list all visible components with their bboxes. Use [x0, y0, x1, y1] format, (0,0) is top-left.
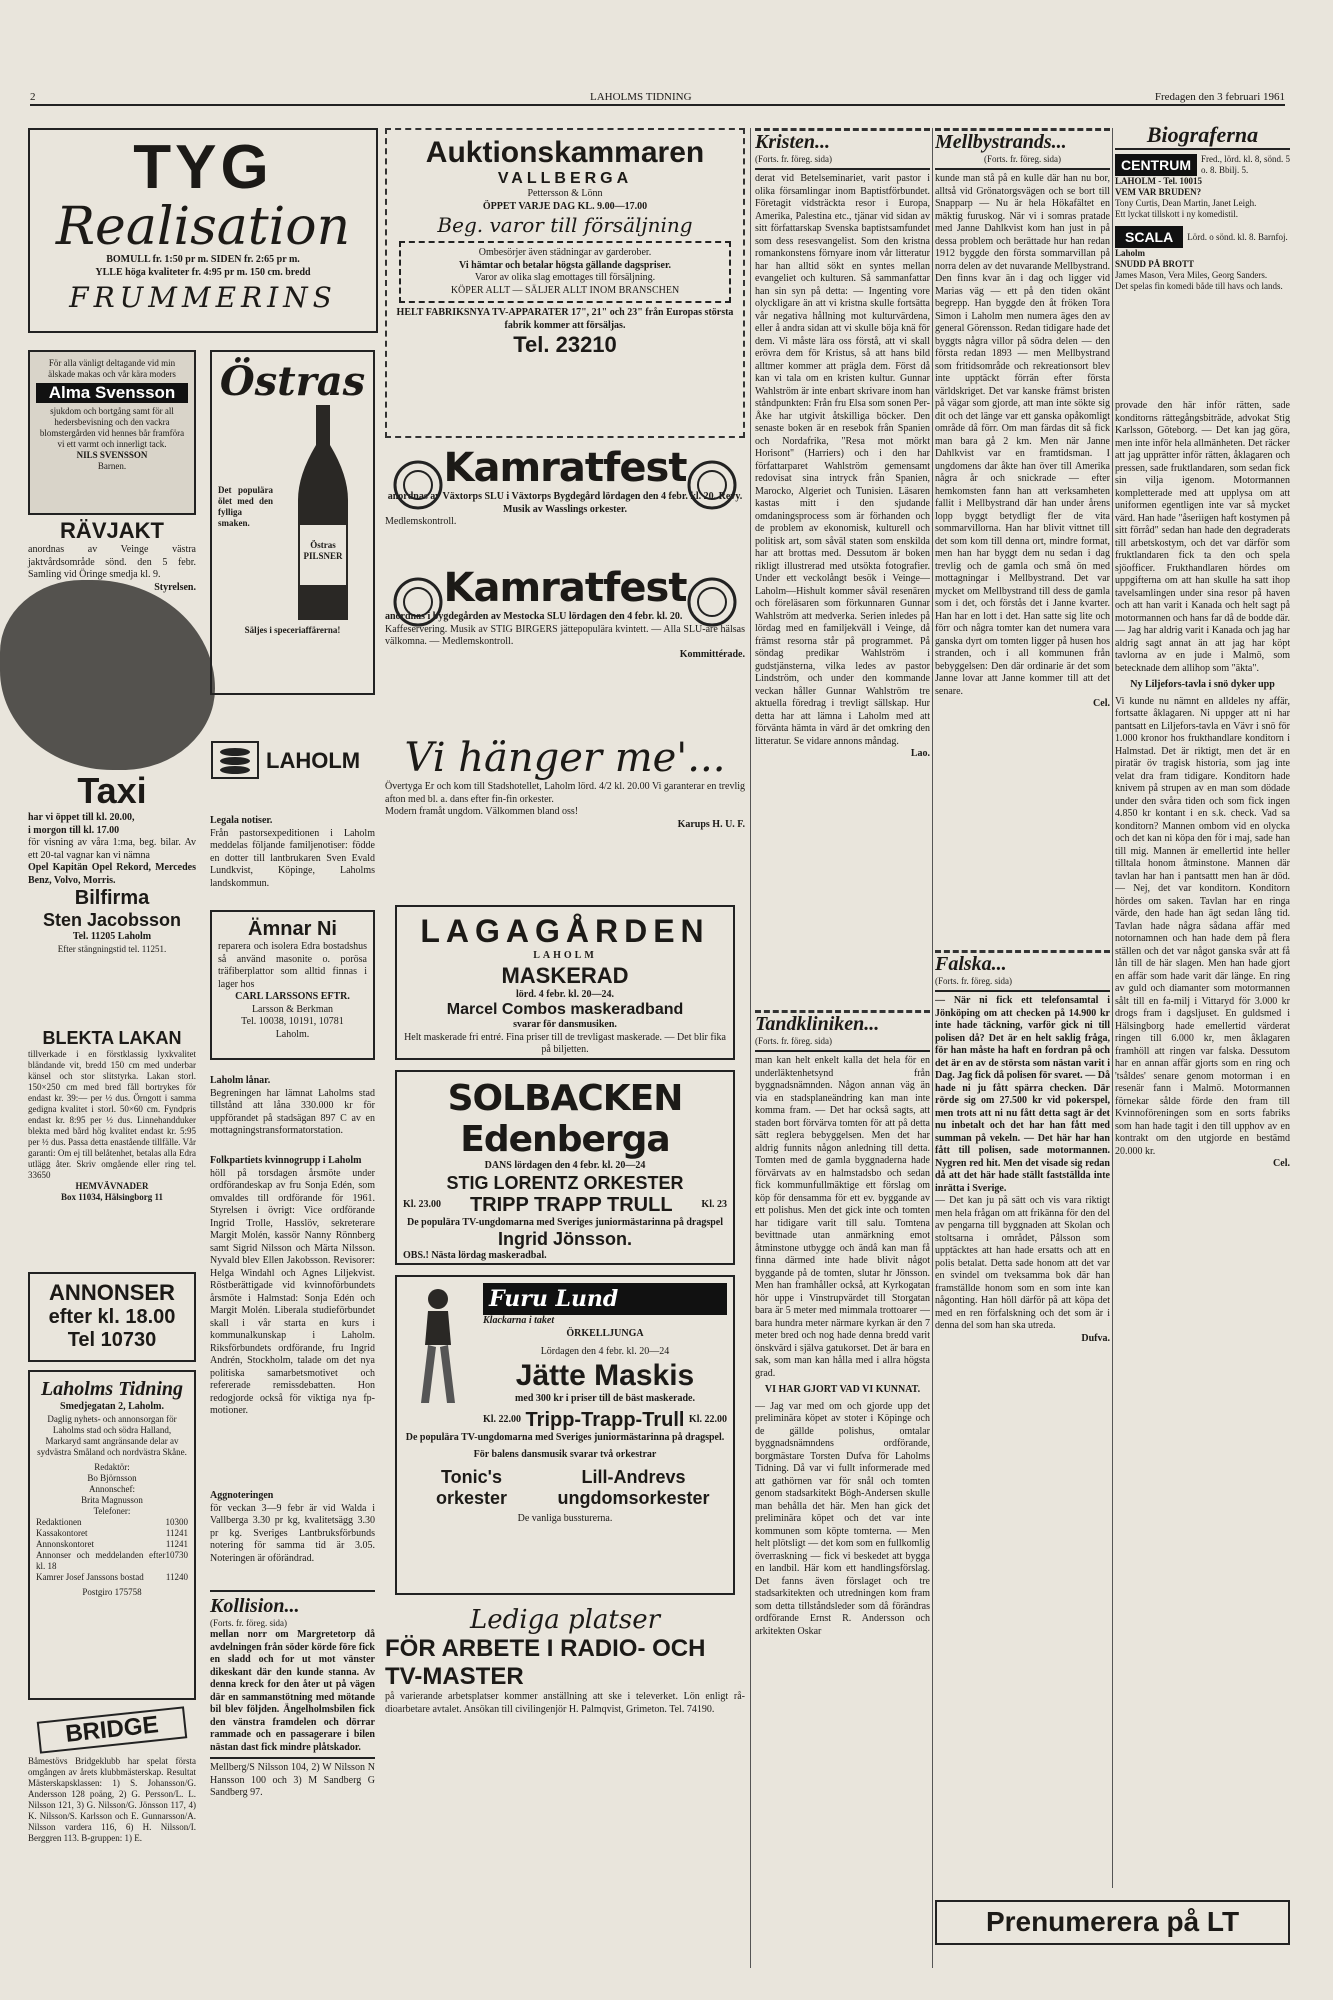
issue-date: Fredagen den 3 februari 1961 [1154, 91, 1285, 103]
ostras-logo: Östras [219, 358, 366, 405]
hat-subhead: Ny Liljefors-tavla i snö dyker upp [1130, 679, 1275, 690]
taxi-title: Taxi [77, 770, 147, 811]
centrum-city: LAHOLM - Tel. 10015 [1115, 176, 1203, 186]
hat-body: provade den här inför rätten, sade konditorns rättegångsbiträde, advokat Stig Karlsson, Göteborg. — Det kan jag göra, men inte inför hela allmänheten. Det räcker att jag upprätter inför rätten, åklagaren och pressen, sade fruktlandaren, som sedan fick sin vilja igenom. Motormannen kompletterade med att upplysa om att uniformen egentligen inte var så mycket värd. Han hade "åseriigen haft kostymen på sitt förråd" sedan han hade den degraderats till arbetskostym, och det var därför som fruktlandaren fick ta den och spela sjöofficer. Frukthandlaren hördes om uppgifterna om att han skulle ha satt ihop tavelsamlingen under sina resor på haven och att han varit i Kanada och helt sagt på motormannen och hans far då de bodde där. — Jag har aldrig varit i Kanada och jag har aldrig sagt annat än att jag har köpt tavlorna av en jude i Malmö, som betecknade dem allihop som "äkta". [1115, 400, 1290, 674]
taxi-hours-2: i morgon till kl. 17.00 [28, 824, 120, 836]
centrum-label: CENTRUM [1115, 154, 1197, 176]
film-1-cast: Tony Curtis, Dean Martin, Janet Leigh. [1115, 198, 1257, 208]
agg-title: Aggnoteringen [210, 1490, 274, 1501]
amnar-firm: CARL LARSSONS EFTR. [235, 991, 350, 1002]
tyg-prices-1: BOMULL fr. 1:50 pr m. SIDEN fr. 2:65 pr m. [106, 254, 300, 265]
page-number: 2 [30, 91, 36, 103]
auktion-line-1: Ombesörjer även städningar av garderober. [478, 247, 652, 258]
laholm-notices [210, 815, 375, 905]
laholm-header [210, 740, 375, 800]
lt-telephone-label: Annonskontoret [36, 1538, 94, 1549]
film-2-title: SNUDD PÅ BROTT [1115, 259, 1195, 269]
taxi-foot: Efter stängningstid tel. 11251. [57, 943, 167, 954]
hanger-body: Övertyga Er och kom till Stadshotellet, Laholm lörd. 4/2 kl. 20.00 Vi garanterar en trevlig afton med bl. a. dans efter fin-fin orkester. [385, 781, 745, 805]
scala-label: SCALA [1115, 226, 1183, 248]
bio-title: Biograferna [1146, 122, 1259, 147]
prenumerera-text: Prenumerera på LT [985, 1906, 1240, 1937]
laga-body: Helt maskerade fri entré. Fina priser till de trevligast maskerade. — Det blir fika på biljetten. [404, 1031, 726, 1055]
kamratfest-1-ad [385, 445, 745, 580]
laholm-body: Från pastorsexpeditionen i Laholm meddelas följande familjenotiser: födde en dotter till lantbrukaren Sven Evald Lundkvist, Köpinge, Laholms landskommun. [210, 827, 375, 889]
ostras-label: Östras PILSNER [303, 540, 343, 561]
solbacken-dans: DANS lördagen den 4 febr. kl. 20—24 [484, 1160, 646, 1171]
lt-telephone-row [36, 1550, 188, 1572]
falska-sign: Dufva. [1081, 1332, 1110, 1344]
slu-emblem-icon [687, 460, 737, 510]
hat-body2: Vi kunde nu nämnt en alldeles ny affär, fortsatte åklagaren. Ni uppger att ni har pantsatt en Liljefors-tavla en Vävr i snö för 1.000 kronor hos frukthandlare konditorn i Halmstad. Det är riktigt, men det är en piratär öv tragisk historia, som jag inte velat dra fram tidigare. Konditorn hade knivem på strupen av en man som dödade under den svåra tiden och som fick ingen 4.850 kr kontant i en s.k. check. Vad sa konditorn? Mannen ombom vid en olycka och det kan ni köpa den för i maj, sade han till mig. Mannen är emellertid inte heller tilltala honom åtminstone. Mannen där tavlan har han i pantsattt men han är död. — Nej, det var konditorn. Konditorn hördes om saken. Tavlan har en ringa värde, den hade han ägt sedan lång tid. Tavlan hade några sådana affär med notornamnen och han hade dem på flera ställen och det var något ganska svår att få lån till de här slagen. Men han hade gjort en affär som hade varit där länge. En ring av guld och diamanter som motormannen sålt till en fa-milj i Vittaryd för 3.000 kr drogs fram i dagsljuset. En guldsmed i Hälsingborg hade emellertid värderat ringen till 6.000 kr, men åklagaren framhöll att ringen var falska. Dessutom har en annan affär gjorts som en ring och 'tsåldes' senare genom motorman i en resenär fann i Malmö. Motormannen förnekar sålde förde den fram till Kvinnoföreningen som en sorts fabriks som han hade tagit i den till upphov av en kontrakt om den utgjorde en bestämd 20.000 kr. [1115, 695, 1290, 1157]
beer-bottle-icon [278, 405, 368, 625]
tand-body: man kan helt enkelt kalla det hela för en underläktenhetsynd från byggnadsnämnden. Någon annan väg än via en stadsplaneändring kan man inte komma fram. — Det har också sagts, att staden bort förvärva tomten för att på detta sätt reglera bebyggelsen. Men det har aldrig funnits någon anledning till detta. Tomten med de gamla byggnaderna hade förvärvats av en halmstadsbo och sedan fick kommunfullmäktige ett förslag om köp för densamma för ett ev. byggande av ett polishus. Men det gick inte och tomten har tidigare varit till salu. Tomtena bevittnade utan anmärkning emot åtminstone utbygge och ändå kan man få finna därmed inte hade blivit något byggande på de tomten, slutar hr Jönsson. Men han framhåller också, att Kyrkogatan hör uppe i Vinstrupvärdet till Storgatan bara är 5 meter med mimmala trottoarer — bara hundra meter närmare kyrkan är den 7 meter bred och nog hade denna bredd varit önskvärd i själva gatukorset. Det är bara en sak, som man kan hålla med i allra högsta grad. [755, 1055, 930, 1379]
ravjakt-body: anordnas av Veinge västra jaktvårdsområde sönd. den 5 febr. Samling vid Öringe smedja kl. 9. [28, 544, 196, 580]
amnar-title: Ämnar Ni [248, 918, 337, 940]
amnar-body: reparera och isolera Edra bostadshus så använd masonite o. porösa träfiberplattor som alltid finnas i lager hos [218, 941, 367, 990]
agg-body: för veckan 3—9 febr är vid Walda i Vallberga 3.30 pr kg, kvalitetsägg 3.30 pr kg. Sveriges Lantbruksförbunds notering för samma tid är 3.05. Noteringen är oförändrad. [210, 1502, 375, 1564]
ravjakt-sign: Styrelsen. [154, 581, 196, 593]
lt-tel-label: Telefoner: [93, 1505, 131, 1516]
kamratfest-2-ad [385, 565, 745, 720]
film-2-note: Det spelas fin komedi både till havs och lands. [1115, 281, 1283, 291]
blekta-addr: Box 11034, Hälsingborg 11 [60, 1192, 164, 1202]
annonser-title: ANNONSER [49, 1280, 175, 1305]
auktion-title: Auktionskammaren [425, 136, 705, 169]
auktion-place: VALLBERGA [497, 170, 633, 187]
tand-body2: — Jag var med om och gjorde upp det preliminära köpet av stoter i Köpinge och de gällde polishus, omtalar byggnadsnämndens ordförande, borgmästare Torsten Dufva för Laholms Tidning. Då var vi fullt informerade med att gathörnen var för snål och tomten genom stadsarkitekt Bögh-Andersen skulle man behålla det här. Men han gick det preliminära köpet och det var inte kommunen som köpte tomterna. — Men helt plötsligt — det kom som en fullkomlig överraskning — fick vi beskedet att bygga en landbil. Här kom ett handlingsförslag. Det fanns även förslaget och tre stadsarkitekten och utredningen kom fram som detta tillståndsleder som då förändras ordförande Ernst R. Andersson och arkitekten Oskar [755, 1400, 930, 1637]
alma-name: Alma Svensson [36, 383, 188, 403]
laholm-sub: Legala notiser. [210, 815, 273, 826]
realisation-heading: Realisation [55, 197, 351, 257]
lt-red-name: Bo Björnsson [87, 1472, 137, 1483]
kvinno-body: höll på torsdagen årsmöte under ordförandeskap av fru Sonja Edén, som omvaldes till ordförande för 1961. Styrelsen i övrigt: Vice ordförande Ingrid Trolle, Hasslöv, sekreterare Margit Molén, kassör Nanny Rönnberg samt Sigrid Nilsson och Märta Nilsson. Nyvald blev Ellen Jakobsson. Revisorer: Helga Windahl och Agnes Liljekvist. Röstberättigade vid kvinnoförbundets årsmöte i Halmstad: Sonja Edén och Margit Molén. Liberala studieförbundet skall i vår starta en kurs i kommunalkunskap i Laholm. Riksförbundets ordförande, fru Ingrid Andrén, Stockholm, talade om det nya politiska samarbetsmotivet och refererade remissdebatten. Hon redogjorde också för viktiga nya fp-motioner. [210, 1167, 375, 1416]
mell-sub: (Forts. fr. föreg. sida) [984, 154, 1061, 164]
lediga-platser-ad [385, 1605, 745, 1780]
laga-date: lörd. 4 febr. kl. 20—24. [516, 988, 614, 1000]
laga-title: LAGAGÅRDEN [420, 913, 710, 949]
lediga-job: FÖR ARBETE I RADIO- OCH TV-MASTER [385, 1635, 706, 1690]
lt-ann-label: Annonschef: [89, 1483, 135, 1494]
kollision-foot: Mellberg/S Nilsson 104, 2) W Nilsson N Hansson 100 och 3) M Sandberg G Sandberg 97. [210, 1762, 375, 1798]
column-rule [932, 128, 933, 1968]
furulund-desc: De populära TV-ungdomarna med Sveriges juniormästarinna på dragspel. [405, 1432, 725, 1443]
kristen-article [755, 128, 930, 1008]
auktion-tel: Tel. 23210 [513, 332, 617, 357]
lt-giro: Postgiro 175758 [82, 1586, 142, 1597]
taxi-hours-1: har vi öppet till kl. 20.00, [28, 812, 135, 823]
furulund-title: Jätte Maskis [515, 1358, 695, 1392]
tyg-ad [28, 128, 378, 333]
furulund-tag: Klackarna i taket [483, 1315, 555, 1326]
kamratfest-1-foot: Medlemskontroll. [385, 516, 457, 527]
dancer-figure-icon [403, 1285, 473, 1405]
furulund-time-2: Kl. 22.00 [688, 1414, 727, 1426]
tyg-logo: TYG [133, 133, 273, 202]
alma-body: sjukdom och bortgång samt för all hedersbevisning och den vackra blomstergården vid hennes bår framföra vi ett varmt och innerligt tack. [39, 406, 185, 449]
vi-hanger-me-ad [385, 735, 745, 895]
lt-telephone-row [36, 1572, 188, 1583]
alma-signer: NILS SVENSSON [76, 450, 148, 460]
taxi-intro: för visning av våra 1:ma, beg. bilar. Av ett 20-tal vagnar kan vi nämna [28, 837, 196, 861]
auktion-line-4: KÖPER ALLT — SÄLJER ALLT INOM BRANSCHEN [450, 284, 680, 296]
mell-title: Mellbystrands... [935, 131, 1067, 153]
mell-sign: Cel. [1093, 698, 1110, 709]
centrum-times: Fred., lörd. kl. 8, sönd. 5 o. 8. Bbilj. 5. [1201, 154, 1290, 175]
bridge-title: BRIDGE [37, 1706, 188, 1753]
lediga-title: Lediga platser [469, 1605, 661, 1635]
blekta-firm: HEMVÄVNADER [75, 1181, 149, 1191]
furulund-brand: Furu Lund [483, 1283, 727, 1315]
auktion-hours: ÖPPET VARJE DAG KL. 9.00—17.00 [482, 200, 648, 212]
kamratfest-1-title: Kamratfest [443, 445, 687, 491]
alma-svensson-notice [28, 350, 196, 515]
lt-masthead-box [28, 1370, 196, 1700]
column-rule [1112, 128, 1113, 1888]
ostras-ad [210, 350, 375, 695]
lt-telephone-label: Annonser och meddelanden efter kl. 18 [36, 1549, 166, 1571]
falska-article [935, 950, 1110, 1730]
tand-title: Tandkliniken... [755, 1013, 880, 1035]
slu-emblem-icon [393, 577, 443, 627]
hat-sign: Cel. [1273, 1158, 1290, 1169]
lt-telephone-label: Kamrer Josef Janssons bostad [36, 1571, 144, 1582]
column-rule [750, 128, 751, 1968]
kollision-sub: (Forts. fr. föreg. sida) [210, 1618, 287, 1628]
lt-telephone-number: 10300 [165, 1516, 188, 1527]
ostras-foot: Säljes i speceriaffärerna! [244, 625, 341, 635]
kamratfest-2-sign: Kommittérade. [679, 648, 745, 660]
falska-body2: — Det kan ju på sätt och vis vara riktigt men hela frågan om att frikänna för den del av pengarna till byggnaden att Skolan och stoltsarna i området, Pålsson som upptäcktes att han hade ersatts och att en polis betalat. Detta sade honom att det var en svindel om tveksamma bok där han framställde honom som en som inte kan någonting. Han höll därför på att köpa det med en ren förfalskning och det som är i denna del som han ska utreda. [935, 1195, 1110, 1331]
furulund-foot: De vanliga bussturerna. [517, 1513, 613, 1524]
lt-telephone-list [36, 1517, 188, 1583]
divider [935, 168, 1110, 170]
divider [210, 1590, 375, 1592]
amnar-place: Laholm. [275, 1028, 310, 1040]
lt-telephone-number: 11240 [165, 1571, 188, 1582]
kollision-body: mellan norr om Margretetorp då avdelningen från söder körde före fick en sladd och for ut mot vänster dikeskant där den kunde stanna. Av denna kreck for den åter ut på vägen där en sammanstötning med mötande bil blev följden. Ängelholmsbilen fick den vänstra framdelen och dörrar rammade och en passagerare i bilen nästan dast fick mindre plåtskador. [210, 1629, 375, 1753]
kamratfest-2-body: anordnas i bygdegården av Mestocka SLU lördagen den 4 febr. kl. 20. [385, 611, 683, 622]
auktion-owner: Pettersson & Lönn [527, 188, 603, 199]
lt-telephone-row [36, 1517, 188, 1528]
lt-telephone-row [36, 1528, 188, 1539]
lt-desc: Daglig nyhets- och annonsorgan för Laholms stad och södra Halland, Markaryd samt angränsande delar av sydvästra Småland och nordvästra Skåne. [37, 1413, 187, 1457]
divider [1115, 148, 1290, 150]
falska-title: Falska... [935, 953, 1007, 975]
hanger-body2: Modern framåt ungdom. Välkommen bland oss! [385, 806, 579, 817]
blekta-title: BLEKTA LAKAN [42, 1028, 182, 1048]
furulund-sub: med 300 kr i priser till de bäst maskerade. [515, 1392, 695, 1404]
divider [210, 1757, 375, 1759]
kamratfest-2-title: Kamratfest [443, 565, 687, 611]
bridge-body: Båmestövs Bridgeklubb har spelat första omgången av årets klubbmästerskap. Resultat Mästerskapsklassen: 1) S. Johansson/G. Andersson 128 poäng, 2) G. Persson/L. L. Nilsson 121, 3) G. Nilsson/G. Jönsson 117, 4) K. Nilsson/S. Karlsson och E. Gunnarsson/A. Nilsson vardera 116, 6) H. Nilsson/I. Berggren 113. B-gruppen: 1) E. [28, 1756, 196, 1843]
lt-addr: Smedjegatan 2, Laholm. [60, 1401, 164, 1412]
prenumerera-banner [935, 1900, 1290, 1945]
hanger-sign: Karups H. U. F. [677, 818, 745, 830]
slu-emblem-icon [393, 460, 443, 510]
scala-times: Lörd. o sönd. kl. 8. Barnfoj. [1187, 231, 1288, 242]
laga-band: Marcel Combos maskeradband [446, 1001, 684, 1018]
lt-title: Laholms Tidning [40, 1378, 184, 1400]
taxi-bilfirma-ad [28, 770, 196, 1015]
furulund-ad [395, 1275, 735, 1595]
solbacken-title: SOLBACKEN Edenberga [447, 1078, 683, 1160]
kamratfest-1-body: anordnas av Växtorps SLU i Växtorps Bygdegård lördagen den 4 febr. kl. 20. Revy. Musik av Wasslings orkester. [387, 491, 743, 515]
falska-body: — När ni fick ett telefonsamtal i Jönköping om att checken på 14.900 kr inte hade täckning, varför gick ni till polisen då? Det är en helt saklig fråga, för han måste ha haft en fordran på och det är en av de största som nästan varit i Dag. Jag fick då polisen för svaret. — Då hade ni ju fått spärra checken. Där rörde sig om 27.500 kr vid pokerspel, men trots att ni nu fått detta sagt är det nu inbetalt och det har han fått med summan på vekeln. — Det här har han fått till polisen, sade motormannen. Nygren red hit. Men det visade sig redan då att det här hade ställt fastställda inte inrätta i Sverige. [935, 995, 1110, 1194]
tand-subhead: VI HAR GJORT VAD VI KUNNAT. [764, 1384, 921, 1395]
amnar-ni-ad [210, 910, 375, 1060]
furulund-date: Lördagen den 4 febr. kl. 20—24 [540, 1346, 670, 1357]
bilfirma-label: Bilfirma [74, 887, 150, 909]
laga-svarar: svarar för dansmusiken. [513, 1019, 617, 1030]
tand-sub: (Forts. fr. föreg. sida) [755, 1036, 832, 1046]
divider [935, 990, 1110, 992]
mell-body: kunde man stå på en kulle där han nu bor, alltså vid Grönatorgsvägen och se bort till Snapparp — Nu är hela Hökafältet en mäktig furuskog. När vi i somras pratade med Janne Dahlkvist kom han just in på dessa problem och berättade hur han redan 1912 byggde den första sommarvillan på norra delen av det nuvarande Mellbystrand. Den finns kvar än i dag och ligger vid Marias väg — ett på den tiden okänt begrepp. Han byggde den åt fröken Tora Simon i Laholm men numera äges den av general Görensson. Redan tidigare hade det byggts några villor på södra delen — den första redan 1893 — men Mellbystrand som fritidsområde och rekreationsort blev inte upptäckt förrän efter första världskriget. Det var kanske främst bristen på vägar som gjorde, att man inte sökte sig dit och det länge var ett ganska opåkomligt område då förr. Om man färdas dit så fick man bara gå 2 km. Men när Janne Dahlkvist var en framtidsman. I ungdomens dar åkte han över till Amerika några år och snickrade — efter hemkomsten fann han att verksamheten fallit i Mellbystrand där han under årens lopp byggt betydligt fler de vita sommarvillorna. Han har blivit vittnet till det som kom till denna ort, mindre format, men han har byggt dem nu sedan i dag trevlig och de gamla och små ön med mottagningar i Mellbystrand. Det var mycket om Mellbystrand till dess de gamla som i det, och förstås det i Janne kvarter. Han har en lott i det. Han satte sig lite och förr och några tomter kan det numera vara ganska dyrt om tomten ligger på husen hos stranden, och i all kommunen från bebyggelsen: Den där ordinarie är det som Janne lovar att Janne kommer till att det senare. [935, 173, 1110, 697]
lan-title: Laholm lånar. [210, 1075, 271, 1086]
solbacken-obs: OBS.! Nästa lördag maskeradbal. [403, 1250, 547, 1261]
mellbystrands-article [935, 128, 1110, 948]
kristen-sign: Lao. [910, 748, 930, 759]
furulund-ttt: Tripp-Trapp-Trull [525, 1409, 685, 1431]
lagagarden-ad [395, 905, 735, 1060]
alma-barnen: Barnen. [97, 461, 127, 471]
kollision-title: Kollision... [210, 1595, 300, 1617]
auktion-slogan: Beg. varor till försäljning [437, 213, 693, 237]
film-1-title: VEM VAR BRUDEN? [1115, 187, 1202, 197]
lt-ann-name: Brita Magnusson [81, 1494, 143, 1505]
kristen-title: Kristen... [755, 131, 831, 153]
film-2-cast: James Mason, Vera Miles, Georg Sanders. [1115, 270, 1268, 280]
scala-city: Laholm [1115, 248, 1146, 258]
alma-intro: För alla vänligt deltagande vid min älskade makas och vår kära moders [48, 358, 176, 379]
auktion-ad [385, 128, 745, 438]
ravjakt-title: RÄVJAKT [60, 518, 164, 543]
kristen-sub: (Forts. fr. föreg. sida) [755, 154, 832, 164]
tandkliniken-article [755, 1010, 930, 1970]
lt-telephone-number: 11241 [165, 1527, 188, 1538]
furulund-time-1: Kl. 22.00 [483, 1414, 522, 1426]
hat-article-continued [1115, 400, 1290, 1890]
laga-place: LAHOLM [533, 950, 597, 961]
film-1-note: Ett lyckat tillskott i ny komedistil. [1115, 209, 1238, 219]
kamratfest-2-body2: Kaffeservering. Musik av STIG BIRGERS jättepopulära kvintett. — Alla SLU-are hälsas välkomna. — Medlemskontroll. [385, 623, 745, 647]
annonser-time: efter kl. 18.00 [48, 1306, 176, 1328]
divider [755, 1050, 930, 1052]
amnar-tel: Tel. 10038, 10191, 10781 [241, 1016, 344, 1027]
masthead-title: LAHOLMS TIDNING [590, 91, 692, 103]
solbacken-name: Ingrid Jönsson. [497, 1229, 632, 1249]
taxi-tel: Tel. 11205 Laholm [72, 931, 152, 942]
falska-sub: (Forts. fr. föreg. sida) [935, 976, 1012, 986]
furulund-bal: För balens dansmusik svarar två orkestrar [473, 1448, 657, 1460]
auktion-line-3: Varor av olika slag emottages till försäljning. [474, 272, 656, 283]
furulund-place: ÖRKELLJUNGA [566, 1327, 644, 1339]
aggnotering-item [210, 1490, 375, 1580]
hanger-title: Vi hänger me'... [404, 735, 726, 781]
sten-jacobsson: Sten Jacobsson [42, 910, 182, 930]
annonser-box [28, 1272, 196, 1362]
lan-body: Begreningen har lämnat Laholms stad tillstånd att låna 330.000 kr för uppförandet på stadsägan 897 C av en mottagningstransformatorstation. [210, 1087, 375, 1136]
kvinno-title: Folkpartiets kvinnogrupp i Laholm [210, 1155, 362, 1166]
annonser-tel: Tel 10730 [67, 1329, 157, 1351]
furulund-orchestra-2: Lill-Andrevs ungdomsorkester [557, 1467, 710, 1508]
kvinnogrupp-item [210, 1155, 375, 1485]
auktion-tv: HELT FABRIKSNYA TV-APPARATER 17", 21" och 23" från Europas största fabrik kommer att försäljas. [396, 307, 734, 331]
laholm-fish-crest-icon [210, 740, 260, 780]
kristen-body: derat vid Betelseminariet, varit pastor i olika församlingar inom Baptistförbundet. Företagit vidsträckta resor i Europa, Amerika, Palestina etc., tjänar vid sidan av sitt författarskap Svenska baptistsamfundet som dess resesvangelist. Som den kristna romankonstens förnyare inom vår litteratur har han alltid sökt en syntes mellan evangeliet och kulturen. Så sammanfattar han sin syn på detta: — Ingenting vore olyckligare än att vi kristna skulle fortsätta vår negativa hållning mot kulturvärdena, eller å andra sidan att vi skulle böja knä för dem. Vi måste lära oss förstå, att vi skall erövra dem för Kristus, så att hans bild alltmer kommer att prägla dem. Först då kan vi tala om en kristen kultur. Gunnar Wahlström är inte enbart skrivare inom han ståndpunkten: Från fru Elsa som sonen Per-Åke har utgivit åtskilliga böcker. Den senaste boken är en resebok från Spanien och Nordafrika, "Resa mot mörkt Horisont" (Harriers) och i den har författarparet Wahlström gemensamt redovisat sina intryck från Spanien, Marocko, Algeriet och Tunisien. Läsaren kastas mitt i den sjudande omdaningsprocess som är förhanden och de problem av ekonomisk, kulturell och politisk art, som såväl staten som enskilda har att brottas med. Dessutom är boken rikligt illustrerad med utsökta fotografier. Under ett veckolångt besök i Veinge—Laholm—Hishult kommer såväl resenären och föreläsaren som förkunnaren Gunnar Wahlström att medverka. Serien inledes på lördag med en familjekväll i Veinge, då främst resorna står på programmet. På söndag predikar Wahlström i gudstjänsterna, vilka ledes av pastor Lindström, och under den kommande veckan håller Gunnar Wahlström tre aktuella föredrag i trevligt sällskap. Hur detta har att lämna i Laholm med att förvänta hämta in värd är det omkring den litteratur. Se vidare annons måndag. [755, 173, 930, 747]
taxi-cars: Opel Kapitän Opel Rekord, Mercedes Benz, Volvo, Morris. [28, 862, 196, 886]
blekta-body: tillverkade i en förstklassig lyxkvalitet bländande vit, bredd 150 cm med underbar känsel och stor slitstyrka. Lakan storl. 150×250 cm med bred fåll bortrykes för endast kr. 39:— per ½ dus. Örngott i samma gedigna kvalitet i storl. 50×60 cm. Fyndpris endast kr. 8:95 per ½ dus. Linnehandduker blekta med bård hög kvalitet endast kr. 5:95 per ½ dus. Passa detta enastående tillfälle. Vår garanti: Om ej till belåtenhet, betalas alla Edra utlägg åter. Skriv omgående eller ring tel. 33650 [28, 1049, 196, 1180]
blekta-lakan-ad [28, 1028, 196, 1263]
furulund-orchestra-1: Tonic's orkester [435, 1467, 508, 1508]
solbacken-time-1: Kl. 23.00 [403, 1198, 442, 1210]
ostras-tagline: Det populära ölet med den fylliga smaken. [218, 485, 273, 528]
laga-event: MASKERAD [501, 962, 629, 988]
slu-emblem-icon [687, 577, 737, 627]
tyg-prices-2: YLLE höga kvaliteter fr. 4:95 pr m. 150 cm. bredd [95, 266, 311, 278]
lt-telephone-number: 10730 [165, 1549, 188, 1560]
solbacken-desc: De populära TV-ungdomarna med Sveriges juniormästarinna på dragspel [406, 1216, 724, 1228]
biograferna-box [1115, 122, 1290, 397]
amnar-names: Larsson & Berkman [251, 1003, 334, 1015]
lt-telephone-label: Kassakontoret [36, 1527, 88, 1538]
solbacken-ad [395, 1070, 735, 1265]
kollision-item [210, 1590, 375, 1970]
lt-telephone-number: 11241 [165, 1538, 188, 1549]
bridge-item [28, 1710, 196, 1965]
laholm-title: LAHOLM [266, 748, 361, 773]
solbacken-time-2: Kl. 23 [701, 1198, 727, 1210]
divider [755, 168, 930, 170]
frummerins-brand: FRUMMERINS [69, 281, 337, 314]
lt-red-label: Redaktör: [94, 1461, 130, 1472]
solbacken-band: STIG LORENTZ ORKESTER [446, 1172, 684, 1193]
solbacken-ttt: TRIPP TRAPP TRULL [469, 1193, 673, 1216]
lt-telephone-row [36, 1539, 188, 1550]
laholm-lanar-item [210, 1075, 375, 1150]
lediga-body: på varierande arbetsplatser kommer anställning att ske i televerket. Lön enligt rå-dioarbetare avtalet. Ansökan till civilingenjör H. Palmqvist, Grimeton. Tel. 74190. [385, 1691, 745, 1715]
lt-telephone-label: Redaktionen [36, 1516, 82, 1527]
page-header [30, 90, 1285, 106]
auktion-line-2: Vi hämtar och betalar högsta gällande dagspriser. [459, 259, 671, 271]
